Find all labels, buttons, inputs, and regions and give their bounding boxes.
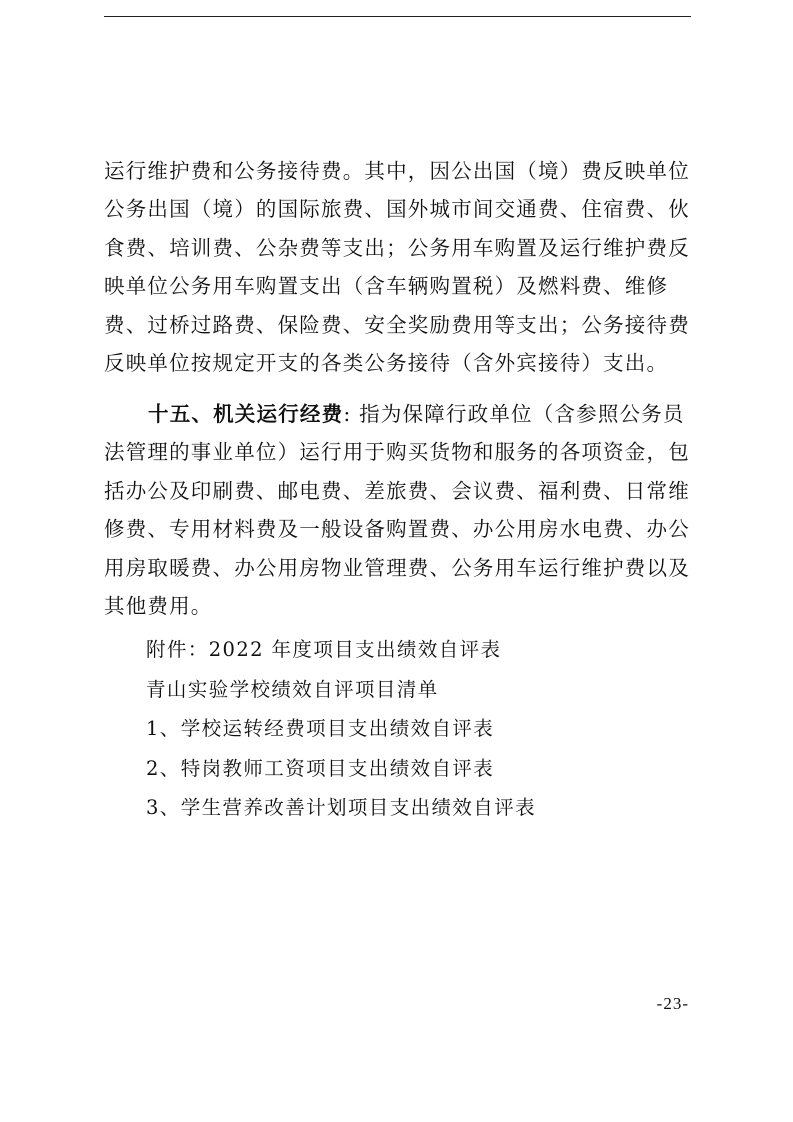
attachment-title: 附件：2022 年度项目支出绩效自评表 xyxy=(146,638,502,661)
attachment-item: 1、学校运转经费项目支出绩效自评表 xyxy=(146,717,495,740)
attachment-subtitle: 青山实验学校绩效自评项目清单 xyxy=(146,677,439,701)
paragraph-public-expenses: 运行维护费和公务接待费。其中，因公出国（境）费反映单位公务出国（境）的国际旅费、国外城市间交通费、住宿费、伙食费、培训费、公杂费等支出；公务用车购置及运行维护费反映单位公务用车购置支出（含车辆购置税）及燃料费、维修费、过桥过路费、保险费、安全奖励费用等支出；公务接待费反映单位按规定开支的各类公务接待（含外宾接待）支出。 xyxy=(104,159,690,376)
section-heading-15: 十五、机关运行经费 xyxy=(148,402,344,426)
attachment-list xyxy=(146,630,706,828)
attachment-item: 3、学生营养改善计划项目支出绩效自评表 xyxy=(146,796,537,819)
section-body-15: : 指为保障行政单位（含参照公务员法管理的事业单位）运行用于购买货物和服务的各项资金，包括办公及印刷费、邮电费、差旅费、会议费、福利费、日常维修费、专用材料费及一般设备购置费、办公用房水电费、办公用房取暖费、办公用房物业管理费、公务用车运行维护费以及其他费用。 xyxy=(104,402,690,619)
page-number: -23- xyxy=(656,994,689,1013)
paragraph-agency-operating-expenses xyxy=(104,395,694,625)
header-rule xyxy=(104,16,691,17)
attachment-item: 2、特岗教师工资项目支出绩效自评表 xyxy=(146,756,495,780)
